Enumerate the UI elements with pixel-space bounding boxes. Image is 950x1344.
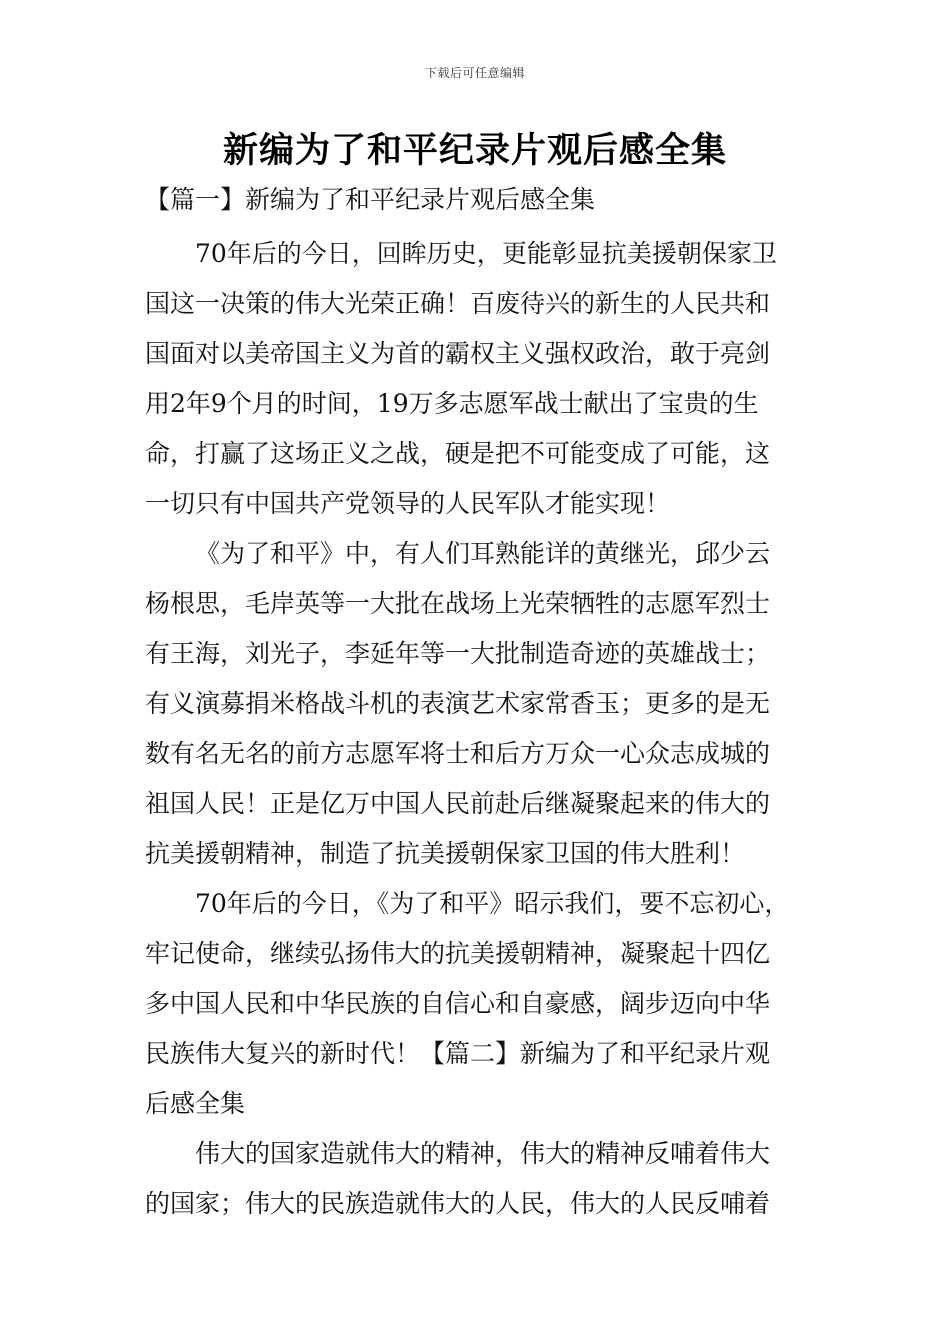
body-text-line: 国面对以美帝国主义为首的霸权主义强权政治，敢于亮剑	[145, 339, 771, 368]
body-text-line: 有王海，刘光子，李延年等一大批制造奇迹的英雄战士；	[145, 639, 771, 668]
body-text-line: 后感全集	[145, 1089, 246, 1118]
body-text-line: 祖国人民！正是亿万中国人民前赴后继凝聚起来的伟大的	[145, 789, 771, 818]
article-body	[145, 229, 835, 1229]
body-text-line: 《为了和平》中，有人们耳熟能详的黄继光，邱少云	[195, 539, 771, 568]
body-text-line: 数有名无名的前方志愿军将士和后方万众一心众志成城的	[145, 739, 771, 768]
body-text-line: 牢记使命，继续弘扬伟大的抗美援朝精神，凝聚起十四亿	[145, 939, 771, 968]
page-header-note: 下载后可任意编辑	[424, 66, 525, 80]
body-text-line: 多中国人民和中华民族的自信心和自豪感，阔步迈向中华	[145, 989, 771, 1018]
body-text-line: 国这一决策的伟大光荣正确！百废待兴的新生的人民共和	[145, 289, 771, 318]
body-text-line: 抗美援朝精神，制造了抗美援朝保家卫国的伟大胜利！	[145, 839, 746, 868]
section-heading-1: 【篇一】新编为了和平纪录片观后感全集	[145, 185, 596, 214]
body-text-line: 伟大的国家造就伟大的精神，伟大的精神反哺着伟大	[195, 1139, 771, 1168]
body-text-line: 命，打赢了这场正义之战，硬是把不可能变成了可能，这	[145, 439, 771, 468]
body-text-line: 杨根思，毛岸英等一大批在战场上光荣牺牲的志愿军烈士	[145, 589, 771, 618]
document-title: 新编为了和平纪录片观后感全集	[222, 131, 727, 171]
body-text-line: 一切只有中国共产党领导的人民军队才能实现！	[145, 489, 671, 518]
body-text-line: 有义演募捐米格战斗机的表演艺术家常香玉；更多的是无	[145, 689, 771, 718]
body-text-line: 70年后的今日，回眸历史，更能彰显抗美援朝保家卫	[195, 239, 777, 268]
body-text-line: 用2年9个月的时间，19万多志愿军战士献出了宝贵的生	[145, 389, 759, 418]
body-text-line: 的国家；伟大的民族造就伟大的人民，伟大的人民反哺着	[145, 1189, 771, 1218]
body-text-line: 民族伟大复兴的新时代！【篇二】新编为了和平纪录片观	[145, 1039, 771, 1068]
body-text-line: 70年后的今日，《为了和平》昭示我们，要不忘初心，	[195, 889, 790, 918]
